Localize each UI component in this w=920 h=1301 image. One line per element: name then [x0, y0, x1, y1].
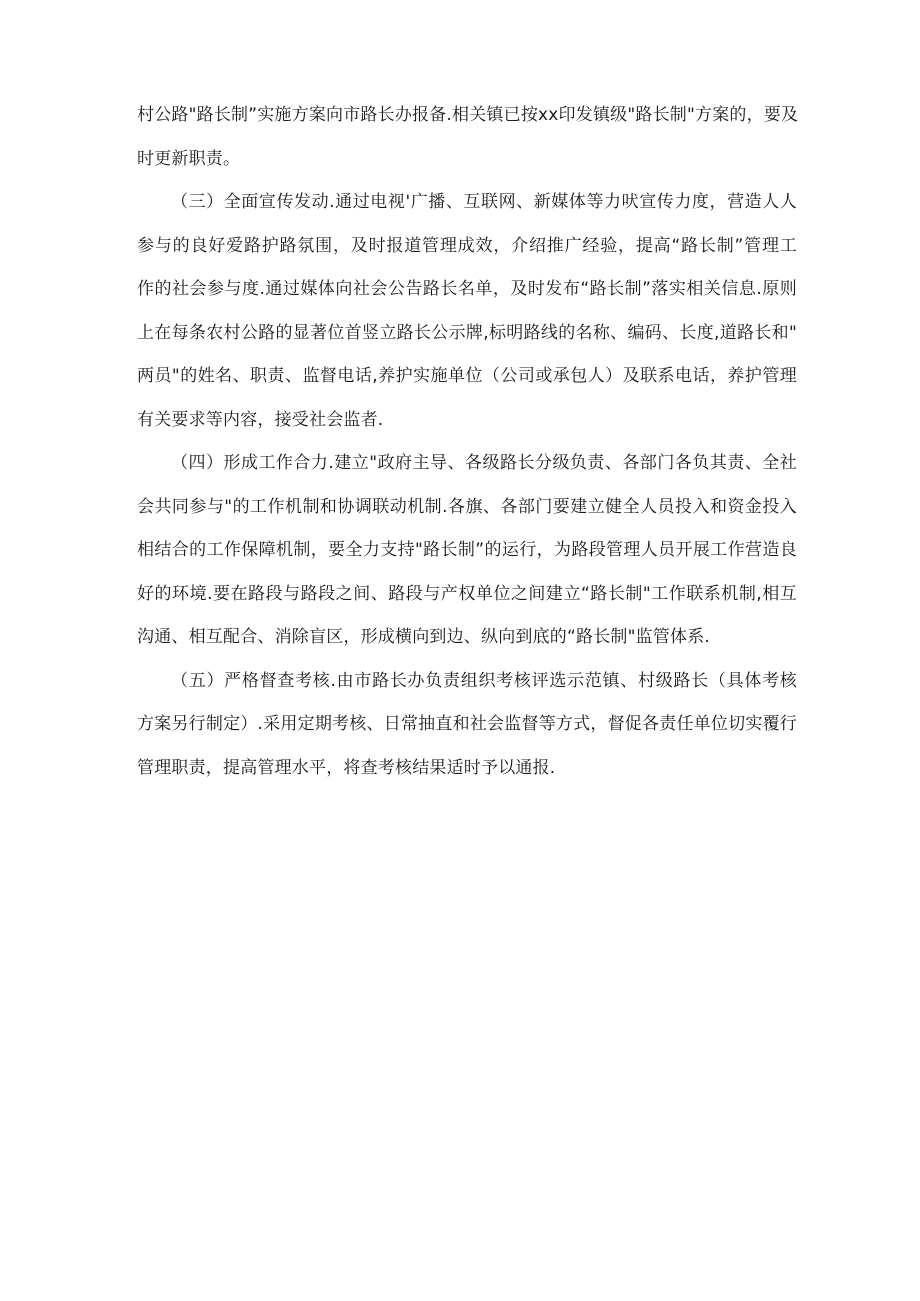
- text-line: 会共同参与"的工作机制和协调联动机制.各旗、各部门要建立健全人员投入和资金投入: [137, 496, 797, 517]
- paragraph-section-4: [137, 452, 797, 648]
- text-line: 时更新职责。: [137, 148, 241, 169]
- text-line: 管理职责，提高管理水平，将查考核结果适时予以通报.: [137, 757, 556, 778]
- text-line: 好的环境.要在路段与路段之间、路段与产权单位之间建立“路长制"工作联系机制,相互: [137, 583, 797, 604]
- paragraph-section-5: [137, 670, 797, 779]
- text-line: 相结合的工作保障机制，要全力支持"路长制”的运行，为路段管理人员开展工作营造良: [137, 540, 797, 560]
- text-line: 两员"的姓名、职责、监督电话,养护实施单位（公司或承包人）及联系电话，养护管理: [137, 366, 797, 386]
- text-line: （五）严格督查考核.由市路长办负责组织考核评选示范镇、村级路长（具体考核: [171, 670, 797, 691]
- text-line: （四）形成工作合力.建立"政府主导、各级路长分级负责、各部门各负其责、全社: [171, 453, 797, 473]
- text-line: 参与的良好爱路护路氛围，及时报道管理成效，介绍推广经验，提高“路长制”管理工: [137, 235, 797, 256]
- text-line: 方案另行制定）.采用定期考核、日常抽直和社会监督等方式，督促各责任单位切实覆行: [137, 714, 797, 734]
- paragraph-section-3: [137, 191, 797, 431]
- paragraph-continuation: [137, 104, 797, 170]
- document-body: [137, 104, 797, 800]
- text-line: 有关要求等内容，接受社会监者.: [137, 409, 384, 430]
- text-line: （三）全面宣传发动.通过电视'广播、互联网、新媒体等力吠宣传力度，营造人人: [171, 192, 797, 212]
- text-line: 沟通、相互配合、消除盲区，形成横向到边、纵向到底的“路长制"监管体系.: [137, 627, 711, 647]
- text-line: 作的社会参与度.通过媒体向社会公告路长名单，及时发布“路长制”落实相关信息.原则: [137, 279, 797, 299]
- text-line: 上在每条农村公路的显著位首竖立路长公示牌,标明路线的名称、编码、长度,道路长和": [137, 322, 797, 343]
- text-line: 村公路"路长制”实施方案向市路长办报备.相关镇已按xx印发镇级"路长制"方案的，要及: [137, 105, 799, 125]
